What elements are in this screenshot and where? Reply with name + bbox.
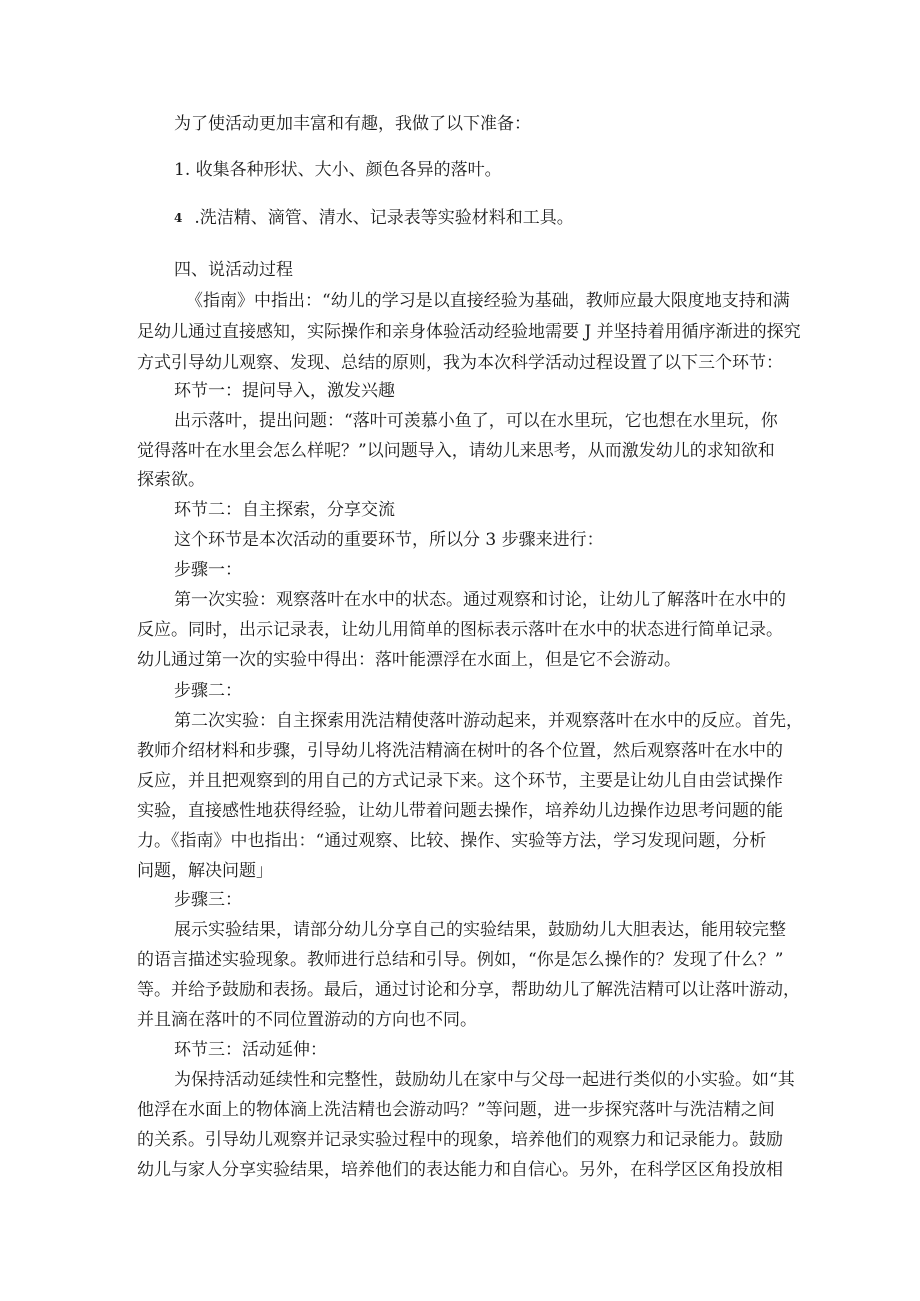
step1-heading: 步骤一： <box>174 560 242 580</box>
link3-line: 幼儿与家人分享实验结果，培养他们的表达能力和自信心。另外，在科学区区角投放相 <box>137 1160 783 1180</box>
step2-line: 反应，并且把观察到的用自己的方式记录下来。这个环节，主要是让幼儿自由尝试操作 <box>137 771 783 791</box>
step1-line: 幼儿通过第一次的实验中得出：落叶能漂浮在水面上，但是它不会游动。 <box>137 650 681 670</box>
step3-line: 并且滴在落叶的不同位置游动的方向也不同。 <box>137 1010 477 1030</box>
prep-item-2 <box>174 207 574 229</box>
guide-paragraph-line: 《指南》中指出：“幼儿的学习是以直接经验为基础，教师应最大限度地支持和满 <box>186 291 790 311</box>
intro-text: 为了使活动更加丰富和有趣，我做了以下准备： <box>174 114 531 134</box>
step1-line: 反应。同时，出示记录表，让幼儿用简单的图标表示落叶在水中的状态进行简单记录。 <box>137 620 783 640</box>
prep-item-1: 1. 收集各种形状、大小、颜色各异的落叶。 <box>174 160 502 180</box>
step1-line: 第一次实验：观察落叶在水中的状态。通过观察和讨论，让幼儿了解落叶在水中的 <box>174 590 786 610</box>
step2-heading: 步骤二： <box>174 681 242 701</box>
link1-line: 探索欲。 <box>137 470 205 490</box>
step3-line: 的语言描述实验现象。教师进行总结和引导。例如，“你是怎么操作的？发现了什么？” <box>137 950 784 970</box>
step2-line: 教师介绍材料和步骤，引导幼儿将洗洁精滴在树叶的各个位置，然后观察落叶在水中的 <box>137 741 783 761</box>
step2-line: 问题，解决问题」 <box>137 861 273 881</box>
link3-line: 的关系。引导幼儿观察并记录实验过程中的现象，培养他们的观察力和记录能力。鼓励 <box>137 1130 783 1150</box>
step3-line: 展示实验结果，请部分幼儿分享自己的实验结果，鼓励幼儿大胆表达，能用较完整 <box>174 920 786 940</box>
section-heading: 四、说活动过程 <box>174 260 293 280</box>
link3-line: 他浮在水面上的物体滴上洗洁精也会游动吗？”等问题，进一步探究落叶与洗洁精之间 <box>137 1100 775 1120</box>
link2-intro: 这个环节是本次活动的重要环节，所以分 3 步骤来进行： <box>174 530 604 550</box>
link1-line: 觉得落叶在水里会怎么样呢？”以问题导入，请幼儿来思考，从而激发幼儿的求知欲和 <box>137 441 775 461</box>
step2-line: 力。《指南》中也指出：“通过观察、比较、操作、实验等方法，学习发现问题，分析 <box>137 831 767 851</box>
step3-heading: 步骤三： <box>174 890 242 910</box>
prep-item-2-text: .洗洁精、滴管、清水、记录表等实验材料和工具。 <box>194 208 574 228</box>
link1-line: 出示落叶，提出问题：“落叶可羡慕小鱼了，可以在水里玩，它也想在水里玩，你 <box>174 411 778 431</box>
step2-line: 第二次实验：自主探索用洗洁精使落叶游动起来，并观察落叶在水中的反应。首先， <box>174 711 803 731</box>
link3-heading: 环节三：活动延伸： <box>174 1040 327 1060</box>
link3-line: 为保持活动延续性和完整性，鼓励幼儿在家中与父母一起进行类似的小实验。如“其 <box>174 1070 795 1090</box>
link2-heading: 环节二：自主探索，分享交流 <box>174 500 395 520</box>
link1-heading: 环节一：提问导入，激发兴趣 <box>174 381 395 401</box>
step2-line: 实验，直接感性地获得经验，让幼儿带着问题去操作，培养幼儿边操作边思考问题的能 <box>137 801 783 821</box>
guide-paragraph-line: 足幼儿通过直接感知，实际操作和亲身体验活动经验地需要 J 并坚持着用循序渐进的探究 <box>137 322 801 342</box>
step3-line: 等。并给予鼓励和表扬。最后，通过讨论和分享，帮助幼儿了解洗洁精可以让落叶游动， <box>137 980 800 1000</box>
guide-paragraph-line: 方式引导幼儿观察、发现、总结的原则，我为本次科学活动过程设置了以下三个环节： <box>137 353 783 373</box>
prep-item-2-number: 4 <box>174 211 183 225</box>
